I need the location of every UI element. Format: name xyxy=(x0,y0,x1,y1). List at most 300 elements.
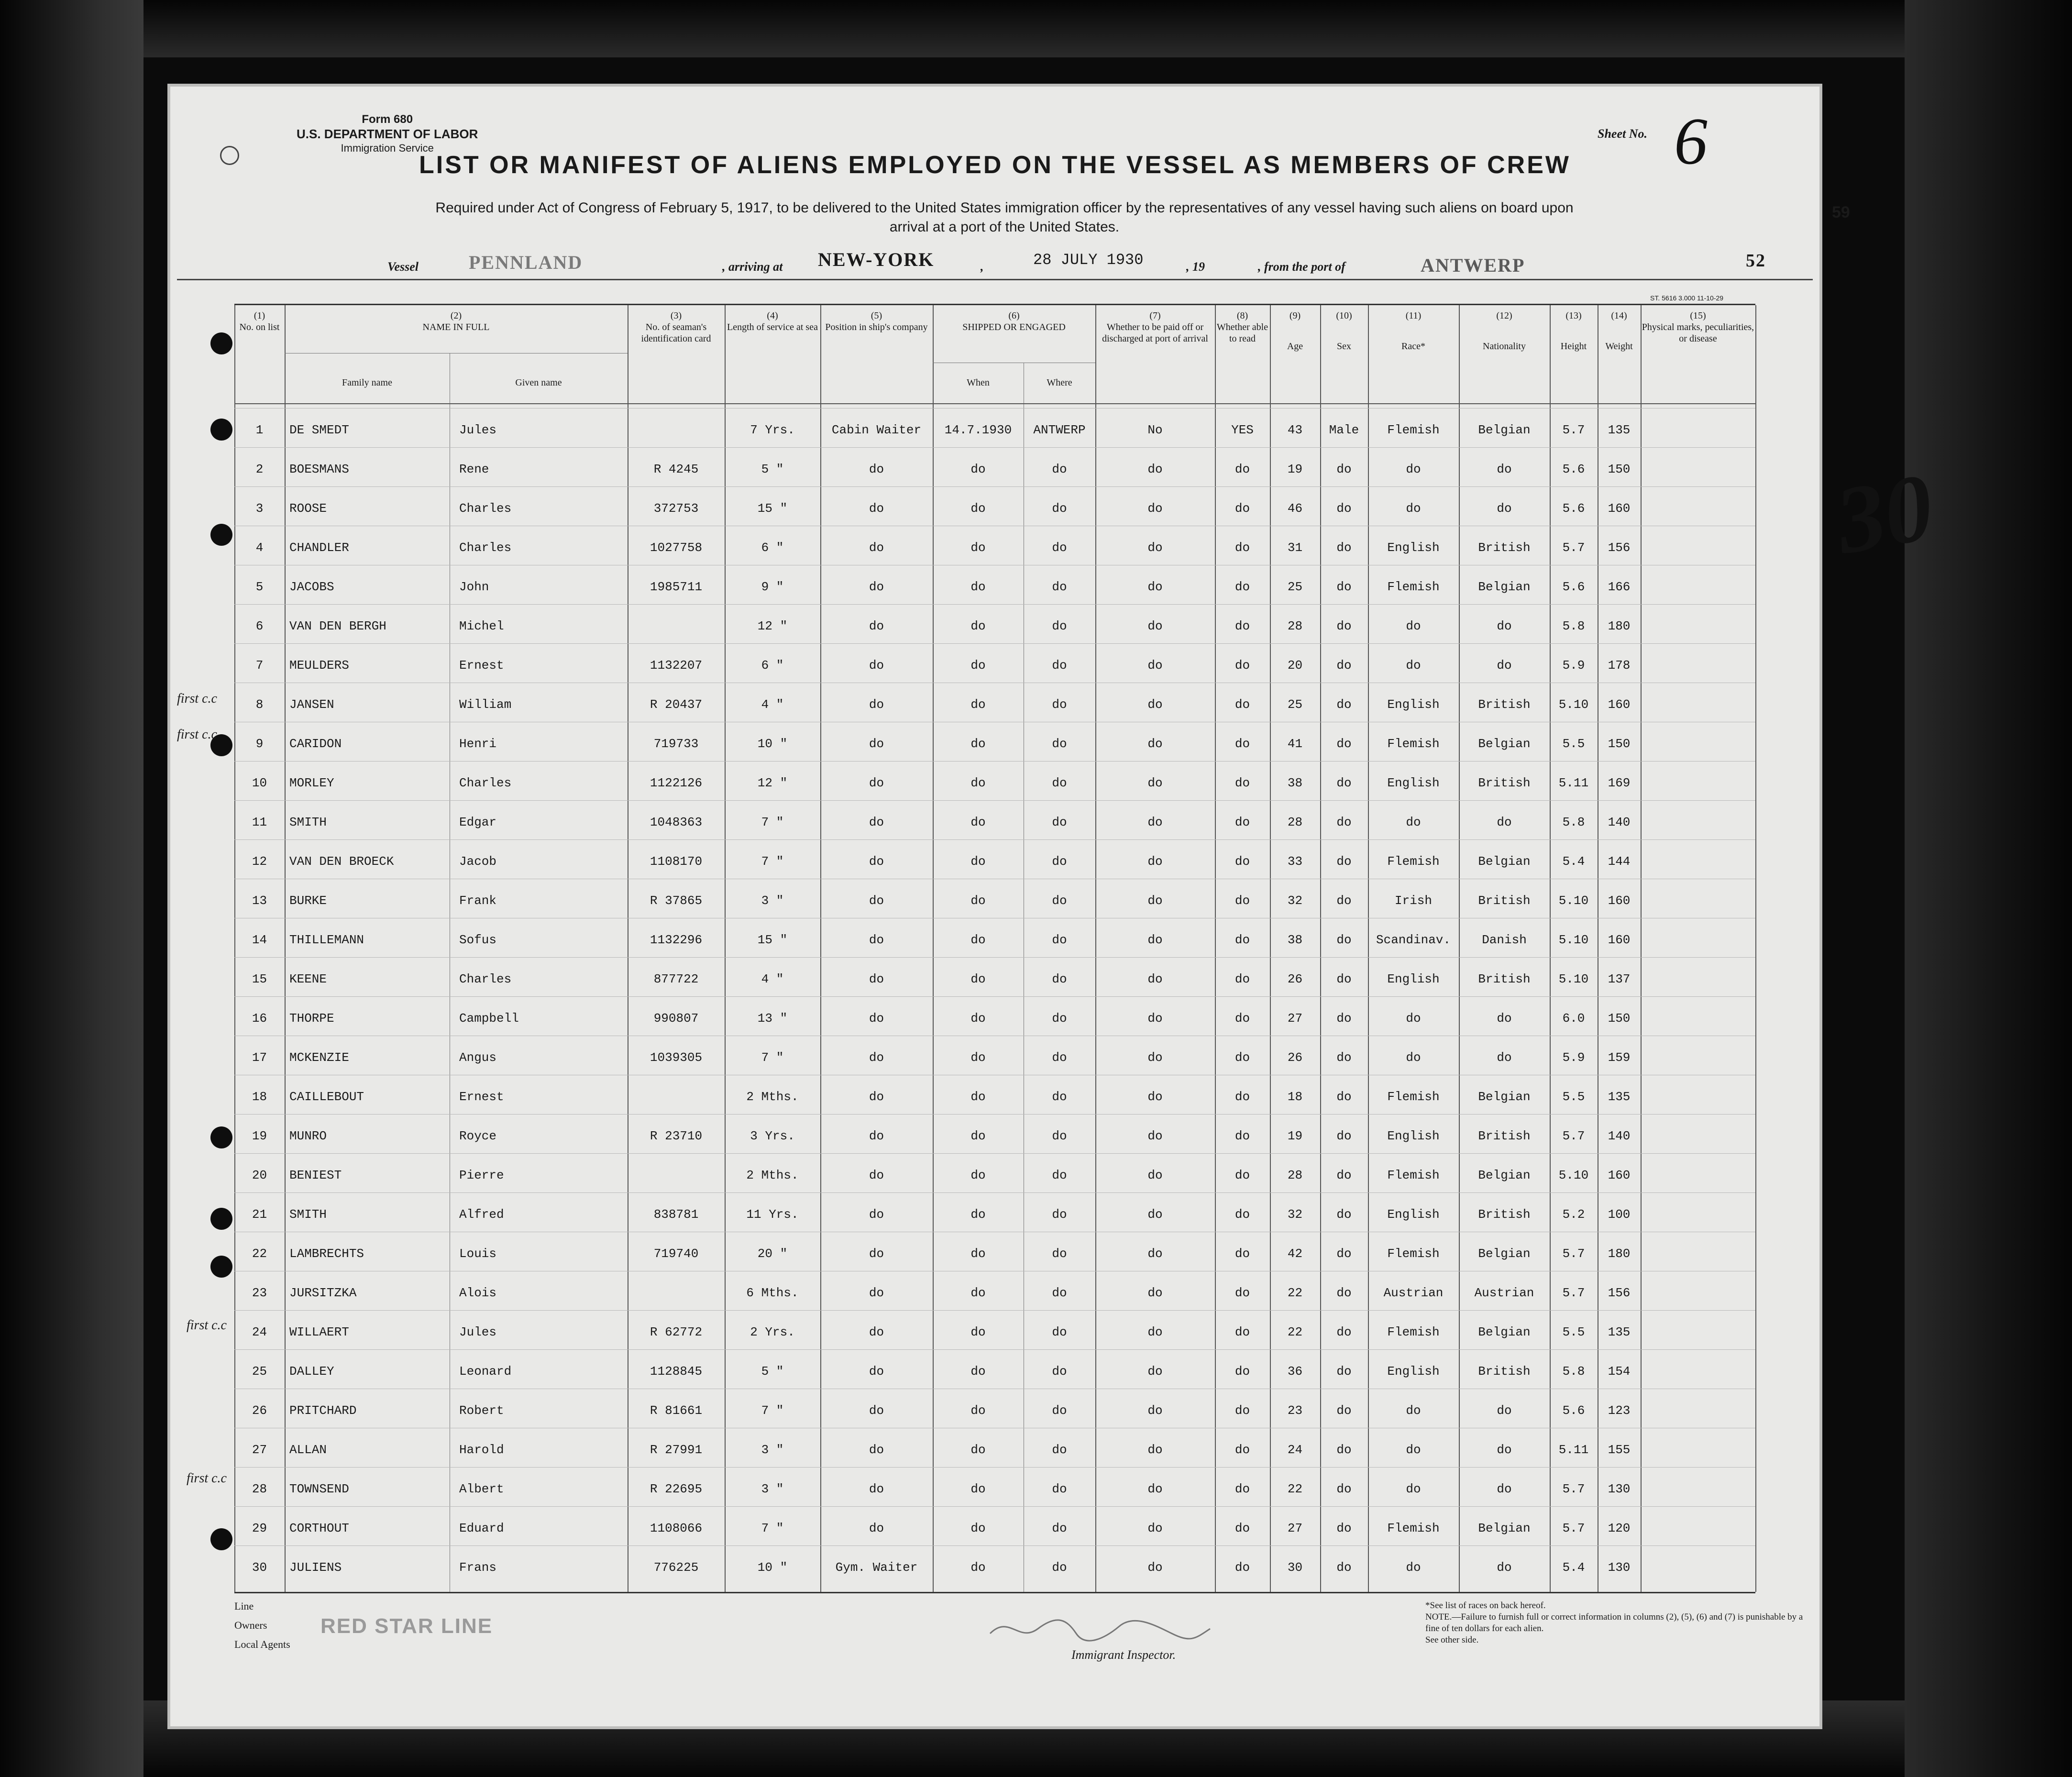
sheet-number-label: Sheet No. xyxy=(1598,127,1647,141)
cell-no: 28 xyxy=(252,1482,267,1496)
cell-no: 10 xyxy=(252,776,267,790)
cell-age: 25 xyxy=(1287,697,1303,712)
cell-service: 2 Mths. xyxy=(746,1168,799,1182)
cell-read: do xyxy=(1234,1247,1250,1261)
cell-race: Flemish xyxy=(1387,1247,1440,1261)
cell-paid: do xyxy=(1147,1443,1163,1457)
cell-family: KEENE xyxy=(289,972,327,986)
cell-service: 3 " xyxy=(761,1482,784,1496)
cell-card: 1128845 xyxy=(650,1364,703,1379)
cell-age: 43 xyxy=(1287,423,1303,437)
cell-when: do xyxy=(970,1521,986,1535)
cell-position: do xyxy=(869,1207,884,1222)
cell-where: do xyxy=(1052,462,1067,476)
cell-where: do xyxy=(1052,776,1067,790)
cell-given: Jules xyxy=(459,423,497,437)
cell-age: 38 xyxy=(1287,776,1303,790)
cell-sex: do xyxy=(1336,1286,1352,1300)
cell-given: Jacob xyxy=(459,854,497,869)
cell-given: Albert xyxy=(459,1482,504,1496)
cell-card: 1132207 xyxy=(650,658,703,673)
cell-where: do xyxy=(1052,1050,1067,1065)
cell-read: do xyxy=(1234,1011,1250,1026)
cell-where: do xyxy=(1052,1482,1067,1496)
cell-weight: 156 xyxy=(1608,1286,1631,1300)
cell-race: Flemish xyxy=(1387,1168,1440,1182)
cell-no: 5 xyxy=(255,580,264,594)
table-row xyxy=(234,1545,1755,1583)
cell-race: English xyxy=(1387,697,1440,712)
cell-height: 5.7 xyxy=(1562,1482,1585,1496)
cell-race: English xyxy=(1387,1364,1440,1379)
cell-read: do xyxy=(1234,776,1250,790)
cell-position: Cabin Waiter xyxy=(831,423,922,437)
vessel-info-row: Vessel PENNLAND , arriving at NEW-YORK , 28 JULY 1930 , 19 , from the port of ANTWERP 52 xyxy=(167,251,1822,280)
cell-family: ROOSE xyxy=(289,501,327,516)
cell-card: 1122126 xyxy=(650,776,703,790)
cell-paid: do xyxy=(1147,1325,1163,1339)
cell-service: 10 " xyxy=(757,737,788,751)
cell-read: do xyxy=(1234,541,1250,555)
cell-family: CARIDON xyxy=(289,737,342,751)
cell-family: VAN DEN BERGH xyxy=(289,619,386,633)
cell-paid: do xyxy=(1147,658,1163,673)
cell-age: 24 xyxy=(1287,1443,1303,1457)
cell-paid: do xyxy=(1147,541,1163,555)
cell-age: 22 xyxy=(1287,1482,1303,1496)
cell-when: do xyxy=(970,1443,986,1457)
cell-race: Flemish xyxy=(1387,423,1440,437)
cell-service: 6 " xyxy=(761,541,784,555)
cell-where: do xyxy=(1052,501,1067,516)
cell-sex: do xyxy=(1336,776,1352,790)
cell-paid: do xyxy=(1147,815,1163,829)
cell-position: do xyxy=(869,1443,884,1457)
cell-card: R 27991 xyxy=(650,1443,703,1457)
cell-read: do xyxy=(1234,1207,1250,1222)
cell-where: do xyxy=(1052,815,1067,829)
col-service-header: (4) Length of service at sea xyxy=(727,310,818,332)
cell-sex: do xyxy=(1336,854,1352,869)
cell-no: 12 xyxy=(252,854,267,869)
cell-position: do xyxy=(869,1325,884,1339)
cell-when: do xyxy=(970,815,986,829)
cell-when: do xyxy=(970,1286,986,1300)
cell-family: TOWNSEND xyxy=(289,1482,349,1496)
cell-family: JANSEN xyxy=(289,697,334,712)
cell-no: 18 xyxy=(252,1090,267,1104)
cell-weight: 130 xyxy=(1608,1560,1631,1575)
arrival-date: 28 JULY 1930 xyxy=(1033,251,1144,269)
cell-card: 838781 xyxy=(653,1207,699,1222)
cell-card: 877722 xyxy=(653,972,699,986)
table-row xyxy=(234,1192,1755,1230)
cell-family: DALLEY xyxy=(289,1364,334,1379)
cell-no: 13 xyxy=(252,894,267,908)
cell-weight: 155 xyxy=(1608,1443,1631,1457)
cell-service: 4 " xyxy=(761,697,784,712)
cell-race: do xyxy=(1406,1443,1421,1457)
cell-no: 6 xyxy=(255,619,264,633)
cell-no: 17 xyxy=(252,1050,267,1065)
cell-height: 5.8 xyxy=(1562,815,1585,829)
cell-age: 46 xyxy=(1287,501,1303,516)
cell-service: 6 Mths. xyxy=(746,1286,799,1300)
table-row xyxy=(234,918,1755,955)
cell-given: Ernest xyxy=(459,1090,504,1104)
cell-nat: Danish xyxy=(1482,933,1527,947)
cell-no: 27 xyxy=(252,1443,267,1457)
line-label: Line xyxy=(234,1600,254,1612)
from-port-label: , from the port of xyxy=(1258,260,1345,274)
cell-when: do xyxy=(970,933,986,947)
cell-card: 719740 xyxy=(653,1247,699,1261)
cell-weight: 150 xyxy=(1608,462,1631,476)
cell-position: do xyxy=(869,1050,884,1065)
cell-sex: do xyxy=(1336,697,1352,712)
cell-sex: do xyxy=(1336,1050,1352,1065)
cell-race: Flemish xyxy=(1387,737,1440,751)
cell-position: do xyxy=(869,1247,884,1261)
cell-nat: Belgian xyxy=(1478,1090,1531,1104)
table-row xyxy=(234,1428,1755,1465)
cell-weight: 140 xyxy=(1608,1129,1631,1143)
cell-service: 6 " xyxy=(761,658,784,673)
cell-when: do xyxy=(970,697,986,712)
cell-when: do xyxy=(970,541,986,555)
cell-paid: do xyxy=(1147,1560,1163,1575)
cell-card: 1132296 xyxy=(650,933,703,947)
cell-family: JULIENS xyxy=(289,1560,342,1575)
cell-sex: do xyxy=(1336,933,1352,947)
arriving-port: NEW-YORK xyxy=(818,249,935,270)
col-weight-header: (14) Weight xyxy=(1605,310,1633,352)
cell-read: do xyxy=(1234,1482,1250,1496)
cell-no: 2 xyxy=(255,462,264,476)
cell-height: 5.7 xyxy=(1562,1129,1585,1143)
cell-read: do xyxy=(1234,1560,1250,1575)
cell-read: do xyxy=(1234,619,1250,633)
cell-nat: do xyxy=(1497,1403,1512,1418)
cell-nat: British xyxy=(1478,541,1531,555)
cell-no: 23 xyxy=(252,1286,267,1300)
cell-when: do xyxy=(970,854,986,869)
cell-race: do xyxy=(1406,462,1421,476)
cell-race: English xyxy=(1387,972,1440,986)
cell-where: do xyxy=(1052,1168,1067,1182)
punch-hole xyxy=(210,1208,232,1230)
cell-where: do xyxy=(1052,1403,1067,1418)
table-row xyxy=(234,1153,1755,1191)
cell-height: 5.6 xyxy=(1562,501,1585,516)
cell-when: do xyxy=(970,1560,986,1575)
table-row xyxy=(234,957,1755,994)
cell-given: Alois xyxy=(459,1286,497,1300)
cell-service: 7 " xyxy=(761,854,784,869)
cell-race: English xyxy=(1387,776,1440,790)
cell-family: MCKENZIE xyxy=(289,1050,349,1065)
cell-read: do xyxy=(1234,1050,1250,1065)
cell-when: do xyxy=(970,1207,986,1222)
cell-when: do xyxy=(970,1050,986,1065)
cell-no: 20 xyxy=(252,1168,267,1182)
cell-nat: do xyxy=(1497,1011,1512,1026)
cell-age: 18 xyxy=(1287,1090,1303,1104)
cell-position: do xyxy=(869,1364,884,1379)
cell-given: Pierre xyxy=(459,1168,504,1182)
cell-service: 7 " xyxy=(761,815,784,829)
cell-weight: 135 xyxy=(1608,1090,1631,1104)
cell-no: 9 xyxy=(255,737,264,751)
cell-family: LAMBRECHTS xyxy=(289,1247,364,1261)
cell-service: 15 " xyxy=(757,933,788,947)
table-row xyxy=(234,1036,1755,1073)
cell-where: do xyxy=(1052,854,1067,869)
cell-nat: Belgian xyxy=(1478,580,1531,594)
cell-where: do xyxy=(1052,658,1067,673)
cell-read: do xyxy=(1234,737,1250,751)
cell-age: 19 xyxy=(1287,462,1303,476)
cell-family: DE SMEDT xyxy=(289,423,349,437)
cell-when: do xyxy=(970,737,986,751)
cell-service: 7 " xyxy=(761,1403,784,1418)
cell-family: JURSITZKA xyxy=(289,1286,357,1300)
cell-service: 9 " xyxy=(761,580,784,594)
cell-read: do xyxy=(1234,1364,1250,1379)
cell-sex: do xyxy=(1336,462,1352,476)
cell-paid: do xyxy=(1147,1364,1163,1379)
cell-service: 10 " xyxy=(757,1560,788,1575)
side-number: 59 xyxy=(1832,203,1850,221)
cell-where: do xyxy=(1052,697,1067,712)
cell-weight: 140 xyxy=(1608,815,1631,829)
cell-nat: do xyxy=(1497,1050,1512,1065)
year-label: , 19 xyxy=(1186,260,1205,274)
cell-card: 1027758 xyxy=(650,541,703,555)
cell-weight: 180 xyxy=(1608,1247,1631,1261)
cell-position: do xyxy=(869,1090,884,1104)
cell-when: do xyxy=(970,1090,986,1104)
cell-when: do xyxy=(970,1364,986,1379)
cell-when: do xyxy=(970,462,986,476)
cell-nat: Belgian xyxy=(1478,423,1531,437)
cell-family: ALLAN xyxy=(289,1443,327,1457)
cell-no: 3 xyxy=(255,501,264,516)
table-row xyxy=(234,1506,1755,1544)
cell-when: 14.7.1930 xyxy=(944,423,1012,437)
cell-service: 15 " xyxy=(757,501,788,516)
table-row xyxy=(234,996,1755,1034)
cell-race: Flemish xyxy=(1387,854,1440,869)
cell-where: ANTWERP xyxy=(1033,423,1086,437)
col-position-header: (5) Position in ship's company xyxy=(825,310,928,332)
cell-family: MORLEY xyxy=(289,776,334,790)
cell-height: 5.4 xyxy=(1562,854,1585,869)
cell-card: 1108170 xyxy=(650,854,703,869)
cell-position: do xyxy=(869,1129,884,1143)
form-header xyxy=(297,112,478,155)
cell-paid: do xyxy=(1147,462,1163,476)
footer-note: *See list of races on back hereof. NOTE.—Failure to furnish full or correct information in columns (2), (5), (6) and (7) is punishable by a fine of ten dollars for each alien. See other side. xyxy=(1425,1600,1803,1645)
cell-sex: do xyxy=(1336,1443,1352,1457)
cell-race: do xyxy=(1406,1011,1421,1026)
cell-height: 5.11 xyxy=(1558,1443,1589,1457)
cell-sex: do xyxy=(1336,1207,1352,1222)
cell-card: 1048363 xyxy=(650,815,703,829)
cell-paid: do xyxy=(1147,1168,1163,1182)
cell-when: do xyxy=(970,501,986,516)
cell-given: Charles xyxy=(459,501,512,516)
cell-when: do xyxy=(970,894,986,908)
cell-given: Rene xyxy=(459,462,489,476)
cell-weight: 166 xyxy=(1608,580,1631,594)
cell-paid: do xyxy=(1147,1207,1163,1222)
cell-position: do xyxy=(869,580,884,594)
cell-read: do xyxy=(1234,933,1250,947)
col-nationality-header: (12) Nationality xyxy=(1483,310,1526,352)
cell-when: do xyxy=(970,776,986,790)
table-row xyxy=(234,1467,1755,1504)
cell-nat: Belgian xyxy=(1478,1168,1531,1182)
cell-service: 3 " xyxy=(761,1443,784,1457)
cell-sex: do xyxy=(1336,1090,1352,1104)
cell-no: 22 xyxy=(252,1247,267,1261)
local-agents-label: Local Agents xyxy=(234,1638,290,1650)
cell-service: 12 " xyxy=(757,619,788,633)
cell-age: 33 xyxy=(1287,854,1303,869)
cell-weight: 160 xyxy=(1608,894,1631,908)
cell-position: do xyxy=(869,972,884,986)
cell-weight: 150 xyxy=(1608,737,1631,751)
cell-nat: do xyxy=(1497,462,1512,476)
cell-height: 5.7 xyxy=(1562,541,1585,555)
cell-height: 5.9 xyxy=(1562,658,1585,673)
cell-race: Flemish xyxy=(1387,580,1440,594)
cell-service: 12 " xyxy=(757,776,788,790)
cell-when: do xyxy=(970,658,986,673)
cell-card: R 62772 xyxy=(650,1325,703,1339)
cell-position: do xyxy=(869,501,884,516)
cell-no: 11 xyxy=(252,815,267,829)
cell-where: do xyxy=(1052,1207,1067,1222)
cell-when: do xyxy=(970,1247,986,1261)
table-row xyxy=(234,604,1755,641)
cell-weight: 180 xyxy=(1608,619,1631,633)
cell-age: 19 xyxy=(1287,1129,1303,1143)
page-title: LIST OR MANIFEST OF ALIENS EMPLOYED ON THE VESSEL AS MEMBERS OF CREW xyxy=(419,151,1571,179)
cell-read: do xyxy=(1234,1286,1250,1300)
cell-nat: British xyxy=(1478,1364,1531,1379)
cell-height: 5.8 xyxy=(1562,1364,1585,1379)
cell-sex: do xyxy=(1336,815,1352,829)
cell-family: SMITH xyxy=(289,1207,327,1222)
cell-service: 3 Yrs. xyxy=(750,1129,795,1143)
cell-card: R 23710 xyxy=(650,1129,703,1143)
cell-given: Frans xyxy=(459,1560,497,1575)
cell-service: 5 " xyxy=(761,1364,784,1379)
arriving-label: , arriving at xyxy=(722,260,783,274)
cell-weight: 154 xyxy=(1608,1364,1631,1379)
cell-age: 32 xyxy=(1287,894,1303,908)
subtitle-line-1: Required under Act of Congress of February 5, 1917, to be delivered to the United States immigration officer by the representatives of any vessel having such aliens on board upon xyxy=(435,200,1574,216)
cell-paid: No xyxy=(1147,423,1163,437)
cell-nat: Belgian xyxy=(1478,854,1531,869)
cell-no: 4 xyxy=(255,541,264,555)
cell-given: Alfred xyxy=(459,1207,504,1222)
cell-given: Angus xyxy=(459,1050,497,1065)
cell-sex: do xyxy=(1336,972,1352,986)
cell-service: 7 " xyxy=(761,1521,784,1535)
cell-sex: do xyxy=(1336,1521,1352,1535)
cell-nat: British xyxy=(1478,776,1531,790)
cell-height: 6.0 xyxy=(1562,1011,1585,1026)
sheet-number: 6 xyxy=(1674,104,1708,178)
cell-weight: 160 xyxy=(1608,1168,1631,1182)
cell-given: Eduard xyxy=(459,1521,504,1535)
cell-race: do xyxy=(1406,1050,1421,1065)
cell-race: Scandinav. xyxy=(1376,933,1451,947)
cell-height: 5.2 xyxy=(1562,1207,1585,1222)
cell-given: Frank xyxy=(459,894,497,908)
cell-nat: British xyxy=(1478,697,1531,712)
cell-paid: do xyxy=(1147,1011,1163,1026)
col-physical-marks-header: (15) Physical marks, peculiarities, or disease xyxy=(1642,310,1754,344)
cell-read: do xyxy=(1234,1325,1250,1339)
cell-sex: do xyxy=(1336,1168,1352,1182)
cell-sex: do xyxy=(1336,1129,1352,1143)
cell-given: Charles xyxy=(459,972,512,986)
cell-service: 2 Mths. xyxy=(746,1090,799,1104)
cell-height: 5.5 xyxy=(1562,737,1585,751)
cell-card: 1039305 xyxy=(650,1050,703,1065)
cell-height: 5.5 xyxy=(1562,1090,1585,1104)
cell-family: MEULDERS xyxy=(289,658,349,673)
cell-height: 5.4 xyxy=(1562,1560,1585,1575)
cell-race: Flemish xyxy=(1387,1090,1440,1104)
cell-age: 28 xyxy=(1287,1168,1303,1182)
cell-where: do xyxy=(1052,619,1067,633)
cell-race: do xyxy=(1406,815,1421,829)
cell-read: do xyxy=(1234,815,1250,829)
cell-position: do xyxy=(869,658,884,673)
cell-where: do xyxy=(1052,1247,1067,1261)
cell-given: Campbell xyxy=(459,1011,519,1026)
cell-card: R 81661 xyxy=(650,1403,703,1418)
cell-weight: 169 xyxy=(1608,776,1631,790)
cell-age: 31 xyxy=(1287,541,1303,555)
cell-paid: do xyxy=(1147,1521,1163,1535)
cell-height: 5.6 xyxy=(1562,462,1585,476)
cell-weight: 135 xyxy=(1608,423,1631,437)
cell-card: 372753 xyxy=(653,501,699,516)
cell-position: do xyxy=(869,815,884,829)
col-card-header: (3) No. of seaman's identification card xyxy=(641,310,711,344)
cell-race: Irish xyxy=(1394,894,1432,908)
cell-when: do xyxy=(970,619,986,633)
cell-nat: Belgian xyxy=(1478,737,1531,751)
cell-position: do xyxy=(869,541,884,555)
cell-position: do xyxy=(869,933,884,947)
cell-sex: do xyxy=(1336,541,1352,555)
from-port: ANTWERP xyxy=(1421,254,1525,276)
cell-position: do xyxy=(869,894,884,908)
cell-read: do xyxy=(1234,697,1250,712)
cell-paid: do xyxy=(1147,1286,1163,1300)
cell-race: do xyxy=(1406,501,1421,516)
cell-where: do xyxy=(1052,737,1067,751)
cell-age: 32 xyxy=(1287,1207,1303,1222)
cell-read: do xyxy=(1234,972,1250,986)
